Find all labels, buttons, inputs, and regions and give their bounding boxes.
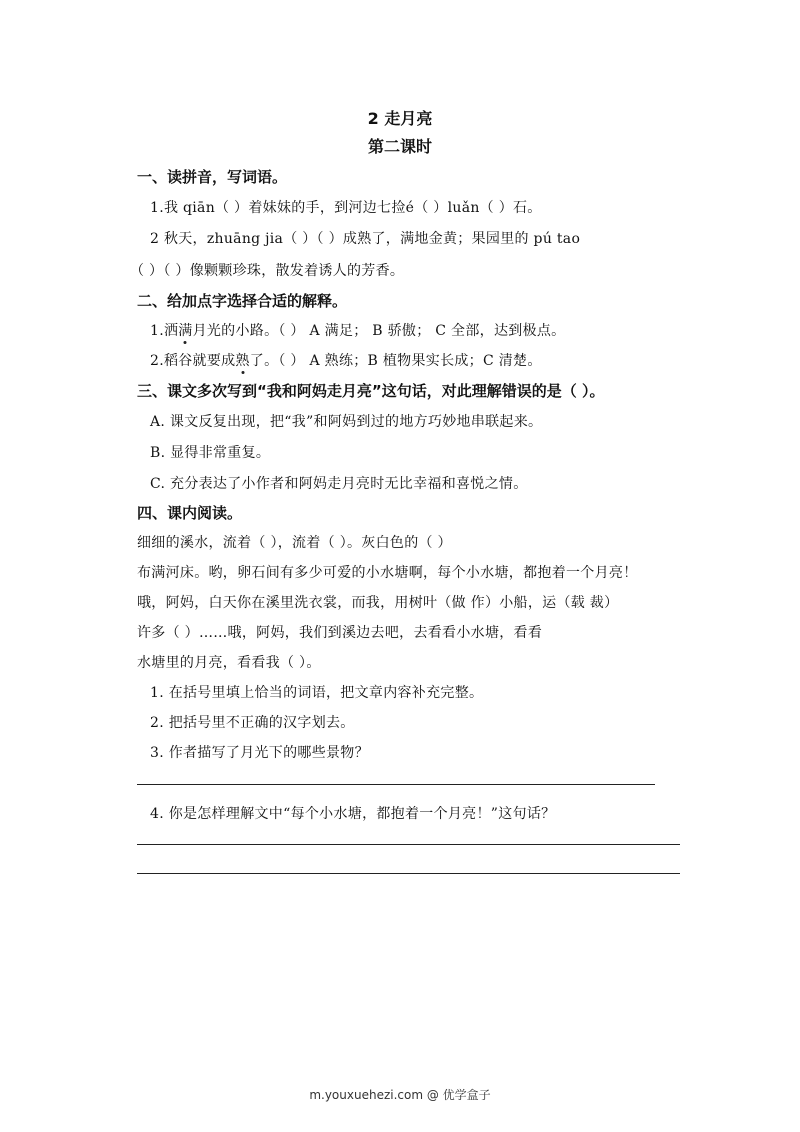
section-1-line-3: （ ）（ ）像颗颗珍珠，散发着诱人的芳香。 <box>130 263 405 279</box>
dotted-character: 熟 <box>235 350 249 370</box>
question-1-prefix: 1.洒 <box>150 323 179 339</box>
option-a: A. 课文反复出现，把“我”和阿妈到过的地方巧妙地串联起来。 <box>150 414 543 430</box>
reading-question-2: 2. 把括号里不正确的汉字划去。 <box>150 715 355 731</box>
answer-line-q4-2[interactable] <box>137 873 680 874</box>
option-b: B. 显得非常重复。 <box>150 445 271 461</box>
reading-question-1: 1. 在括号里填上恰当的词语，把文章内容补充完整。 <box>150 685 484 701</box>
footer-watermark: m.youxuehezi.com @ 优学盒子 <box>309 1088 491 1102</box>
passage-line-3: 哦，阿妈，白天你在溪里洗衣裳，而我，用树叶（做 作）小船，运（载 裁） <box>137 595 619 611</box>
section-3-heading: 三、课文多次写到“我和阿妈走月亮”这句话，对此理解错误的是（ ）。 <box>137 382 605 400</box>
section-2-question-2 <box>150 350 542 370</box>
section-1-heading: 一、读拼音，写词语。 <box>137 168 288 186</box>
reading-question-4: 4. 你是怎样理解文中“每个小水塘，都抱着一个月亮！”这句话？ <box>150 806 556 822</box>
passage-line-4: 许多（ ）……哦，阿妈，我们到溪边去吧，去看看小水塘，看看 <box>137 625 543 641</box>
section-1-line-2: 2 秋天，zhuāng jia（ ）（ ）成熟了，满地金黄；果园里的 pú tao <box>150 231 581 247</box>
passage-line-2: 布满河床。哟，卵石间有多少可爱的小水塘啊，每个小水塘，都抱着一个月亮！ <box>137 565 638 581</box>
reading-question-3: 3. 作者描写了月光下的哪些景物？ <box>150 745 369 761</box>
question-2-prefix: 2.稻谷就要成 <box>150 353 236 369</box>
section-2-heading: 二、给加点字选择合适的解释。 <box>137 292 348 310</box>
section-2-question-1 <box>150 320 565 340</box>
passage-line-1: 细细的溪水，流着（ ），流着（ ）。灰白色的（ ） <box>137 535 452 551</box>
option-c: C. 充分表达了小作者和阿妈走月亮时无比幸福和喜悦之情。 <box>150 476 528 492</box>
section-4-heading: 四、课内阅读。 <box>137 504 243 522</box>
question-1-rest: 月光的小路。（ ） A 满足； B 骄傲； C 全部，达到极点。 <box>192 323 566 339</box>
answer-line-q3[interactable] <box>137 784 655 785</box>
page-title: 2 走月亮 <box>367 109 433 128</box>
section-1-line-1: 1.我 qiān（ ）着妹妹的手，到河边七捡é（ ）luǎn（ ）石。 <box>150 200 542 216</box>
question-2-rest: 了。（ ） A 熟练；B 植物果实长成；C 清楚。 <box>249 353 542 369</box>
answer-line-q4-1[interactable] <box>137 844 680 845</box>
dotted-character: 满 <box>178 320 192 340</box>
lesson-subtitle: 第二课时 <box>367 137 432 156</box>
passage-line-5: 水塘里的月亮，看看我（ ）。 <box>137 655 321 671</box>
